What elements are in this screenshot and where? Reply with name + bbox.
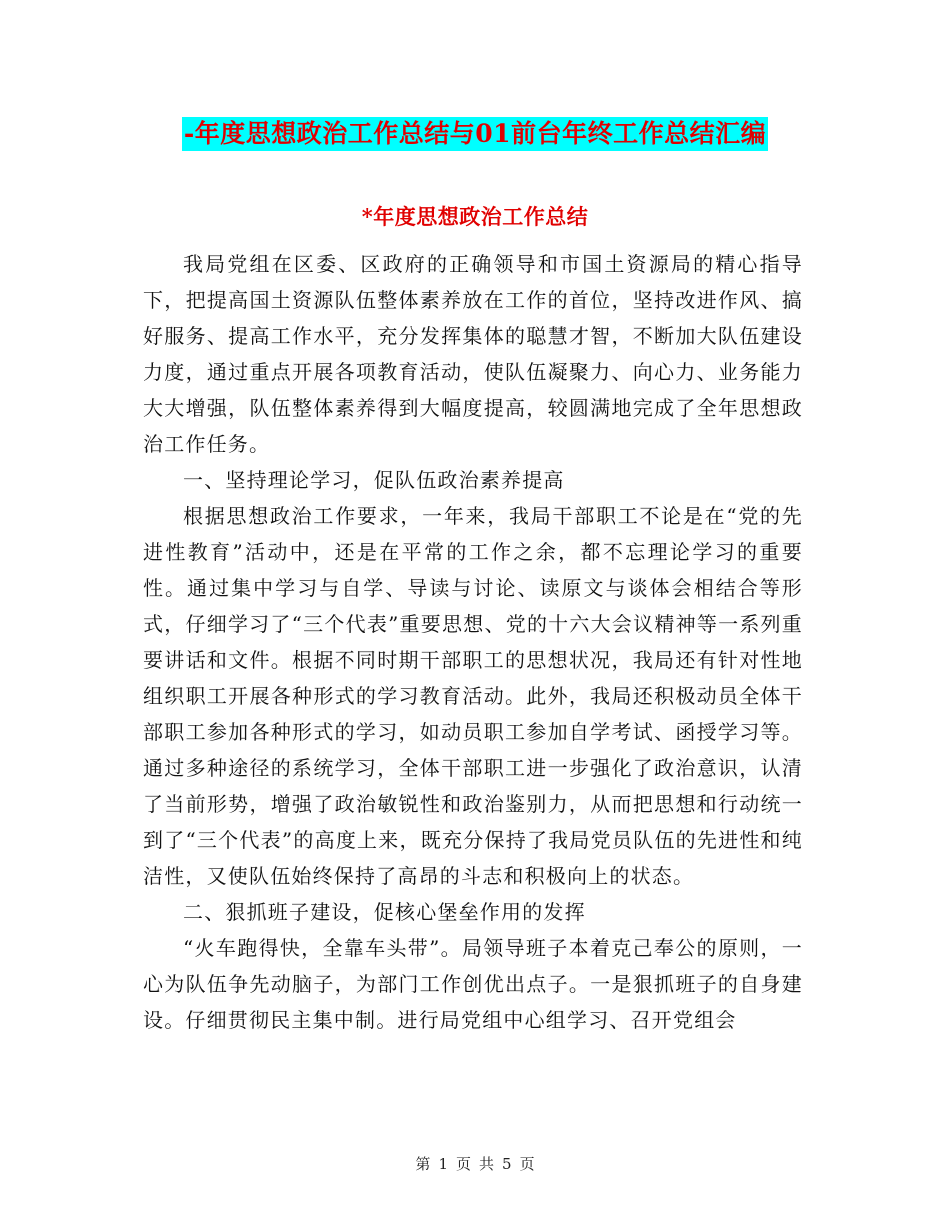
heading-one: 一、坚持理论学习，促队伍政治素养提高	[183, 468, 565, 492]
footer-page-current: 1	[438, 1155, 448, 1173]
page-footer	[0, 1154, 950, 1174]
document-body	[143, 246, 803, 1038]
paragraph-intro: 我局党组在区委、区政府的正确领导和市国土资源局的精心指导下，把提高国土资源队伍整体素养放在工作的首位，坚持改进作风、搞好服务、提高工作水平，充分发挥集体的聪慧才智，不断加大队伍建设力度，通过重点开展各项教育活动，使队伍凝聚力、向心力、业务能力大大增强，队伍整体素养得到大幅度提高，较圆满地完成了全年思想政治工作任务。	[143, 252, 803, 456]
footer-total-prefix: 共	[479, 1155, 495, 1173]
section-title: *年度思想政治工作总结	[361, 204, 589, 229]
document-title-text: -年度思想政治工作总结与01前台年终工作总结汇编	[182, 117, 768, 151]
paragraph-two: “火车跑得快，全靠车头带”。局领导班子本着克己奉公的原则，一心为队伍争先动脑子，为部门工作创优出点子。一是狠抓班子的自身建设。仔细贯彻民主集中制。进行局党组中心组学习、召开党组会	[143, 936, 803, 1032]
footer-total-unit: 页	[519, 1155, 535, 1173]
footer-page-prefix: 第	[415, 1155, 431, 1173]
heading-two: 二、狠抓班子建设，促核心堡垒作用的发挥	[183, 900, 586, 924]
footer-page-unit: 页	[455, 1155, 471, 1173]
paragraph-one: 根据思想政治工作要求，一年来，我局干部职工不论是在“党的先进性教育”活动中，还是在平常的工作之余，都不忘理论学习的重要性。通过集中学习与自学、导读与讨论、读原文与谈体会相结合等形式，仔细学习了“三个代表”重要思想、党的十六大会议精神等一系列重要讲话和文件。根据不同时期干部职工的思想状况，我局还有针对性地组织职工开展各种形式的学习教育活动。此外，我局还积极动员全体干部职工参加各种形式的学习，如动员职工参加自学考试、函授学习等。通过多种途径的系统学习，全体干部职工进一步强化了政治意识，认清了当前形势，增强了政治敏锐性和政治鉴别力，从而把思想和行动统一到了“三个代表”的高度上来，既充分保持了我局党员队伍的先进性和纯洁性，又使队伍始终保持了高昂的斗志和积极向上的状态。	[143, 504, 803, 888]
footer-page-total: 5	[502, 1155, 512, 1173]
document-title	[0, 112, 950, 151]
